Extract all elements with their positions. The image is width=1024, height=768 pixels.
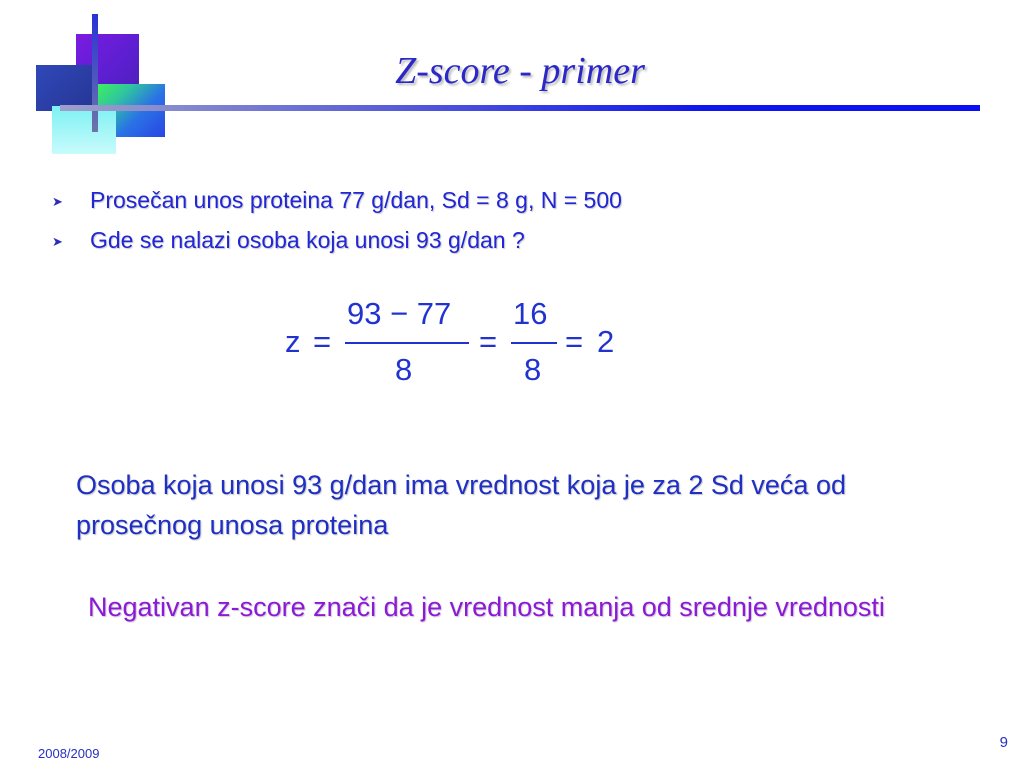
formula-equals-sign: =: [565, 324, 584, 359]
formula-equals-sign: =: [313, 324, 332, 359]
arrowhead-bullet-icon: ➤: [52, 194, 63, 209]
bullet-list: [48, 183, 622, 263]
title-underline: [60, 105, 980, 111]
fraction-bar-2: [511, 342, 557, 344]
page-number: 9: [999, 734, 1008, 751]
bullet-item: [48, 183, 622, 223]
slide-title: Z-score - primer: [395, 50, 645, 92]
negative-z-score-note: Negativan z-score znači da je vrednost manja od srednje vrednosti: [88, 592, 885, 622]
deco-square-cyan: [52, 106, 116, 154]
bullet-text: Gde se nalazi osoba koja unosi 93 g/dan ?: [90, 227, 525, 253]
formula-equals-sign: =: [479, 324, 498, 359]
formula-numerator-1: 93 − 77: [347, 296, 452, 331]
formula-denominator-2: 8: [524, 352, 542, 387]
formula-result: 2: [597, 324, 615, 359]
fraction-bar-1: [345, 342, 469, 344]
z-score-formula: [283, 292, 643, 397]
deco-vertical-bar: [92, 14, 98, 132]
formula-numerator-2: 16: [513, 296, 548, 331]
arrowhead-bullet-icon: ➤: [52, 234, 63, 249]
footer-year: 2008/2009: [38, 746, 100, 761]
bullet-text: Prosečan unos proteina 77 g/dan, Sd = 8 g, N = 500: [90, 187, 622, 213]
bullet-item: [48, 223, 622, 263]
formula-variable: z: [285, 324, 301, 359]
conclusion-statement: Osoba koja unosi 93 g/dan ima vrednost koja je za 2 Sd veća od prosečnog unosa proteina: [76, 470, 846, 540]
formula-denominator-1: 8: [395, 352, 413, 387]
